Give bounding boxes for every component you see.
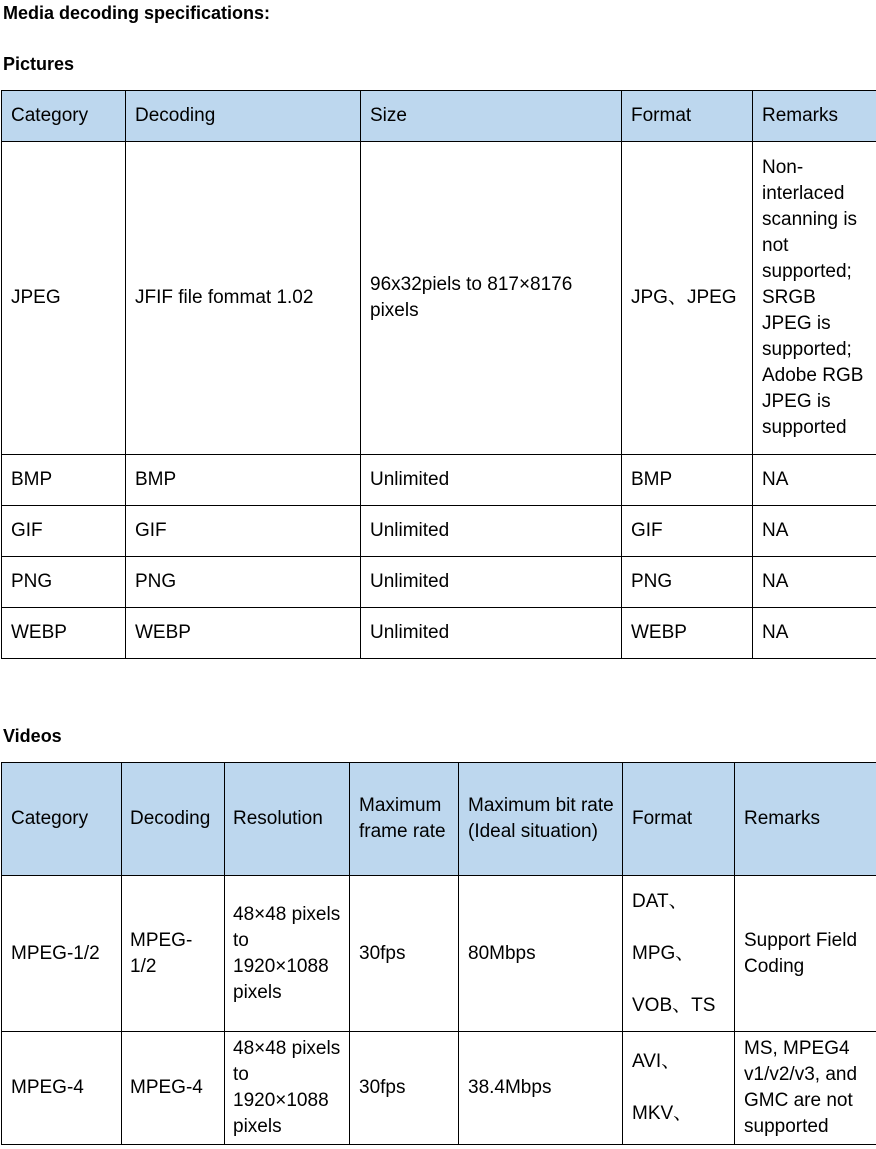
table-cell: NA [753, 506, 876, 557]
table-row [2, 142, 876, 455]
column-header: Format [622, 91, 753, 142]
table-cell: Unlimited [361, 455, 622, 506]
table-cell: Non-interlaced scanning is not supported; SRGB JPEG is supported; Adobe RGB JPEG is supported [753, 142, 876, 455]
table-cell: 48×48 pixels to 1920×1088 pixels [225, 1032, 350, 1145]
format-item: AVI、 [632, 1051, 681, 1072]
column-header: Format [623, 763, 735, 876]
table-row [2, 506, 876, 557]
table-cell [623, 1032, 735, 1145]
column-header: Maximum frame rate [350, 763, 459, 876]
table-cell: MS, MPEG4 v1/v2/v3, and GMC are not supported [735, 1032, 876, 1145]
column-header: Decoding [126, 91, 361, 142]
table-cell: GIF [622, 506, 753, 557]
table-cell: GIF [126, 506, 361, 557]
table-cell: MPEG-1/2 [122, 876, 225, 1032]
table-cell: NA [753, 608, 876, 659]
table-cell: WEBP [622, 608, 753, 659]
table-cell: BMP [622, 455, 753, 506]
table-row [2, 1032, 876, 1145]
column-header [459, 763, 623, 876]
column-header: Remarks [753, 91, 876, 142]
table-cell: Unlimited [361, 506, 622, 557]
table-row [2, 876, 876, 1032]
column-header: Size [361, 91, 622, 142]
format-item: MPG、 [632, 942, 695, 964]
table-cell: 96x32piels to 817×8176 pixels [361, 142, 622, 455]
table-cell: PNG [622, 557, 753, 608]
bitrate-header-note: (Ideal situation) [468, 821, 598, 842]
table-cell: PNG [126, 557, 361, 608]
table-cell: 30fps [350, 1032, 459, 1145]
table-cell: 80Mbps [459, 876, 623, 1032]
table-cell: WEBP [126, 608, 361, 659]
videos-table [1, 762, 876, 1145]
column-header: Decoding [122, 763, 225, 876]
table-cell: PNG [2, 557, 126, 608]
table-row [2, 608, 876, 659]
table-row [2, 557, 876, 608]
table-row [2, 455, 876, 506]
pictures-table [1, 90, 876, 659]
column-header: Category [2, 91, 126, 142]
page-title: Media decoding specifications: [3, 3, 271, 23]
table-cell: WEBP [2, 608, 126, 659]
table-cell [623, 876, 735, 1032]
table-cell: JPEG [2, 142, 126, 455]
pictures-heading: Pictures [3, 54, 75, 74]
table-cell: 38.4Mbps [459, 1032, 623, 1145]
table-header-row [2, 91, 876, 142]
column-header: Remarks [735, 763, 876, 876]
table-cell: NA [753, 455, 876, 506]
column-header: Resolution [225, 763, 350, 876]
table-cell: MPEG-4 [122, 1032, 225, 1145]
videos-heading: Videos [3, 726, 62, 746]
table-cell: NA [753, 557, 876, 608]
format-item: DAT、 [632, 890, 688, 912]
format-item: VOB、TS [632, 994, 716, 1016]
table-cell: MPEG-1/2 [2, 876, 122, 1032]
table-cell: GIF [2, 506, 126, 557]
table-cell: 30fps [350, 876, 459, 1032]
column-header: Category [2, 763, 122, 876]
table-cell: 48×48 pixels to 1920×1088 pixels [225, 876, 350, 1032]
bitrate-header-line: Maximum bit rate [468, 795, 614, 816]
table-header-row [2, 763, 876, 876]
format-item: MKV、 [632, 1103, 693, 1124]
table-cell: MPEG-4 [2, 1032, 122, 1145]
table-cell: Support Field Coding [735, 876, 876, 1032]
table-cell: JPG、JPEG [622, 142, 753, 455]
table-cell: Unlimited [361, 557, 622, 608]
table-cell: JFIF file fommat 1.02 [126, 142, 361, 455]
table-cell: BMP [2, 455, 126, 506]
table-cell: Unlimited [361, 608, 622, 659]
table-cell: BMP [126, 455, 361, 506]
